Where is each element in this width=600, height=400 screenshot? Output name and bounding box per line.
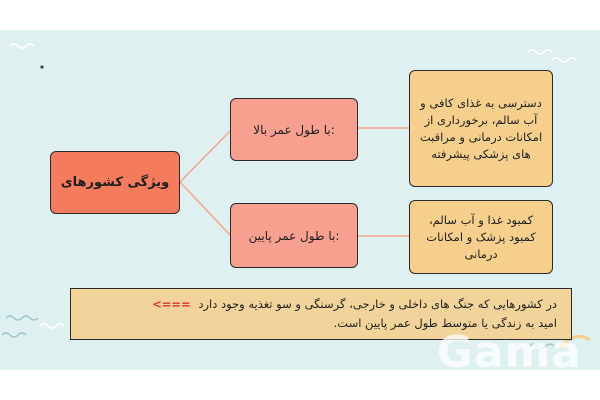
connector-root-high [180, 131, 230, 182]
low-node-label: با طول عمر پایین: [248, 228, 340, 243]
red-arrow-marker: <=== [152, 297, 191, 311]
note-line-2: امید به زندگی یا متوسط طول عمر پایین است. [333, 316, 557, 330]
brand-watermark: Gama [436, 327, 582, 370]
root-node-label: ویژگی کشورهای [60, 175, 170, 190]
low-life-expectancy-node [230, 203, 358, 268]
dot-decoration [40, 65, 43, 68]
wave-decoration-bottom-1 [6, 316, 38, 320]
root-node [50, 151, 180, 214]
wave-decoration-right-top-2 [552, 58, 576, 62]
wave-decoration-left-top [10, 44, 34, 48]
wave-decoration-bottom-2 [2, 333, 26, 337]
high-detail-box [409, 70, 553, 187]
low-detail-box [409, 200, 553, 274]
connector-root-low [180, 182, 230, 235]
note-line-1: در کشورهایی که جنگ های داخلی و خارجی، گرسنگی و سو تغذیه وجود دارد [198, 297, 557, 311]
wave-decoration-left-bottom [40, 324, 64, 328]
wave-decoration-right-top [528, 50, 552, 54]
high-node-label: با طول عمر بالا: [253, 122, 335, 137]
high-life-expectancy-node [230, 98, 358, 161]
low-detail-text: کمبود غذا و آب سالم، کمبود پزشک و امکانات درمانی [426, 212, 536, 261]
high-detail-text: دسترسی به غذای کافی و آب سالم، برخورداری از امکانات درمانی و مراقبت های پزشکی پیشرفته [419, 95, 543, 161]
slide-canvas [0, 30, 600, 370]
